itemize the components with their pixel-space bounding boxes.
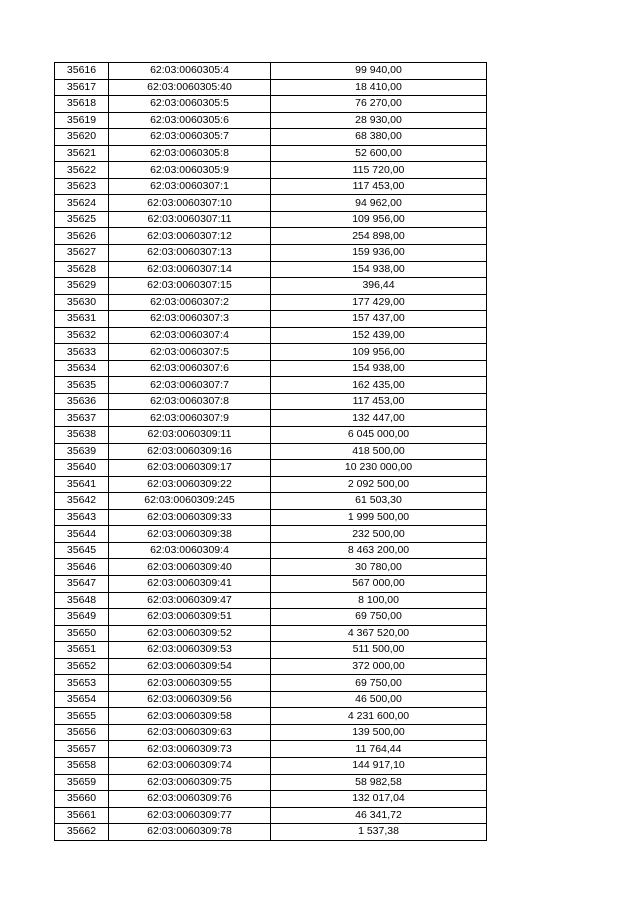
cadastral-number-cell: 62:03:0060305:5 [109,96,271,113]
cadastral-number-cell: 62:03:0060309:22 [109,476,271,493]
table-body [55,63,487,841]
value-cell: 11 764,44 [271,741,487,758]
cadastral-number-cell: 62:03:0060309:40 [109,559,271,576]
table-row [55,228,487,245]
cadastral-number-cell: 62:03:0060307:4 [109,327,271,344]
value-cell: 372 000,00 [271,658,487,675]
cadastral-number-cell: 62:03:0060307:14 [109,261,271,278]
cadastral-number-cell: 62:03:0060309:73 [109,741,271,758]
row-number-cell: 35628 [55,261,109,278]
row-number-cell: 35626 [55,228,109,245]
value-cell: 2 092 500,00 [271,476,487,493]
row-number-cell: 35624 [55,195,109,212]
value-cell: 46 500,00 [271,691,487,708]
cadastral-number-cell: 62:03:0060309:76 [109,791,271,808]
value-cell: 4 367 520,00 [271,625,487,642]
table-row [55,344,487,361]
cadastral-number-cell: 62:03:0060309:75 [109,774,271,791]
value-cell: 117 453,00 [271,178,487,195]
cadastral-number-cell: 62:03:0060307:9 [109,410,271,427]
value-cell: 8 100,00 [271,592,487,609]
table-row [55,195,487,212]
row-number-cell: 35658 [55,757,109,774]
table-row [55,327,487,344]
cadastral-number-cell: 62:03:0060309:51 [109,609,271,626]
row-number-cell: 35661 [55,807,109,824]
cadastral-number-cell: 62:03:0060307:12 [109,228,271,245]
cadastral-number-cell: 62:03:0060307:5 [109,344,271,361]
table-row [55,791,487,808]
row-number-cell: 35630 [55,294,109,311]
value-cell: 58 982,58 [271,774,487,791]
cadastral-number-cell: 62:03:0060309:78 [109,824,271,841]
value-cell: 159 936,00 [271,245,487,262]
table-row [55,774,487,791]
row-number-cell: 35647 [55,575,109,592]
row-number-cell: 35619 [55,112,109,129]
value-cell: 254 898,00 [271,228,487,245]
table-row [55,245,487,262]
table-row [55,145,487,162]
table-row [55,278,487,295]
row-number-cell: 35618 [55,96,109,113]
table-row [55,509,487,526]
value-cell: 154 938,00 [271,261,487,278]
table-row [55,129,487,146]
value-cell: 177 429,00 [271,294,487,311]
row-number-cell: 35655 [55,708,109,725]
table-row [55,708,487,725]
cadastral-number-cell: 62:03:0060305:6 [109,112,271,129]
row-number-cell: 35642 [55,493,109,510]
cadastral-number-cell: 62:03:0060309:53 [109,642,271,659]
cadastral-number-cell: 62:03:0060307:1 [109,178,271,195]
table-row [55,691,487,708]
cadastral-number-cell: 62:03:0060307:8 [109,393,271,410]
table-row [55,96,487,113]
value-cell: 567 000,00 [271,575,487,592]
value-cell: 99 940,00 [271,63,487,80]
value-cell: 61 503,30 [271,493,487,510]
cadastral-number-cell: 62:03:0060309:4 [109,542,271,559]
row-number-cell: 35648 [55,592,109,609]
cadastral-number-cell: 62:03:0060307:6 [109,360,271,377]
table-row [55,410,487,427]
value-cell: 139 500,00 [271,724,487,741]
table-row [55,443,487,460]
cadastral-number-cell: 62:03:0060309:17 [109,460,271,477]
cadastral-number-cell: 62:03:0060309:63 [109,724,271,741]
cadastral-number-cell: 62:03:0060309:56 [109,691,271,708]
table-row [55,542,487,559]
row-number-cell: 35639 [55,443,109,460]
value-cell: 109 956,00 [271,344,487,361]
value-cell: 94 962,00 [271,195,487,212]
cadastral-number-cell: 62:03:0060305:7 [109,129,271,146]
table-row [55,393,487,410]
value-cell: 232 500,00 [271,526,487,543]
cadastral-number-cell: 62:03:0060305:9 [109,162,271,179]
cadastral-number-cell: 62:03:0060305:40 [109,79,271,96]
table-row [55,427,487,444]
table-row [55,360,487,377]
cadastral-number-cell: 62:03:0060309:11 [109,427,271,444]
cadastral-number-cell: 62:03:0060307:13 [109,245,271,262]
row-number-cell: 35629 [55,278,109,295]
row-number-cell: 35622 [55,162,109,179]
table-row [55,311,487,328]
row-number-cell: 35650 [55,625,109,642]
row-number-cell: 35625 [55,211,109,228]
value-cell: 109 956,00 [271,211,487,228]
row-number-cell: 35646 [55,559,109,576]
row-number-cell: 35617 [55,79,109,96]
value-cell: 144 917,10 [271,757,487,774]
table-row [55,63,487,80]
cadastral-number-cell: 62:03:0060309:55 [109,675,271,692]
table-row [55,658,487,675]
row-number-cell: 35635 [55,377,109,394]
row-number-cell: 35631 [55,311,109,328]
row-number-cell: 35634 [55,360,109,377]
row-number-cell: 35659 [55,774,109,791]
row-number-cell: 35657 [55,741,109,758]
row-number-cell: 35633 [55,344,109,361]
cadastral-number-cell: 62:03:0060309:54 [109,658,271,675]
table-row [55,377,487,394]
row-number-cell: 35616 [55,63,109,80]
cadastral-number-cell: 62:03:0060305:4 [109,63,271,80]
value-cell: 52 600,00 [271,145,487,162]
table-row [55,211,487,228]
table-row [55,178,487,195]
row-number-cell: 35656 [55,724,109,741]
row-number-cell: 35621 [55,145,109,162]
value-cell: 4 231 600,00 [271,708,487,725]
cadastral-number-cell: 62:03:0060309:74 [109,757,271,774]
value-cell: 154 938,00 [271,360,487,377]
table-row [55,162,487,179]
value-cell: 152 439,00 [271,327,487,344]
table-row [55,559,487,576]
row-number-cell: 35653 [55,675,109,692]
table-row [55,526,487,543]
table-row [55,261,487,278]
value-cell: 1 537,38 [271,824,487,841]
row-number-cell: 35660 [55,791,109,808]
cadastral-number-cell: 62:03:0060309:58 [109,708,271,725]
cadastral-number-cell: 62:03:0060307:3 [109,311,271,328]
value-cell: 396,44 [271,278,487,295]
table-row [55,575,487,592]
value-cell: 157 437,00 [271,311,487,328]
value-cell: 1 999 500,00 [271,509,487,526]
cadastral-number-cell: 62:03:0060309:41 [109,575,271,592]
cadastral-number-cell: 62:03:0060309:47 [109,592,271,609]
table-row [55,724,487,741]
table-row [55,609,487,626]
value-cell: 117 453,00 [271,393,487,410]
row-number-cell: 35620 [55,129,109,146]
table-row [55,79,487,96]
row-number-cell: 35662 [55,824,109,841]
row-number-cell: 35645 [55,542,109,559]
value-cell: 18 410,00 [271,79,487,96]
cadastral-number-cell: 62:03:0060309:33 [109,509,271,526]
table-row [55,757,487,774]
table-row [55,675,487,692]
table-row [55,294,487,311]
row-number-cell: 35651 [55,642,109,659]
cadastral-number-cell: 62:03:0060307:2 [109,294,271,311]
row-number-cell: 35649 [55,609,109,626]
value-cell: 10 230 000,00 [271,460,487,477]
table-row [55,493,487,510]
table-row [55,476,487,493]
row-number-cell: 35632 [55,327,109,344]
value-cell: 132 447,00 [271,410,487,427]
table-row [55,112,487,129]
table-row [55,807,487,824]
table-row [55,824,487,841]
cadastral-number-cell: 62:03:0060309:52 [109,625,271,642]
row-number-cell: 35637 [55,410,109,427]
row-number-cell: 35640 [55,460,109,477]
value-cell: 132 017,04 [271,791,487,808]
value-cell: 8 463 200,00 [271,542,487,559]
row-number-cell: 35652 [55,658,109,675]
row-number-cell: 35654 [55,691,109,708]
value-cell: 115 720,00 [271,162,487,179]
value-cell: 69 750,00 [271,609,487,626]
cadastral-number-cell: 62:03:0060307:7 [109,377,271,394]
table-row [55,741,487,758]
cadastral-number-cell: 62:03:0060309:38 [109,526,271,543]
value-cell: 46 341,72 [271,807,487,824]
value-cell: 68 380,00 [271,129,487,146]
table-row [55,592,487,609]
data-table [54,62,487,841]
row-number-cell: 35644 [55,526,109,543]
table-row [55,625,487,642]
cadastral-number-cell: 62:03:0060307:10 [109,195,271,212]
value-cell: 69 750,00 [271,675,487,692]
row-number-cell: 35643 [55,509,109,526]
value-cell: 28 930,00 [271,112,487,129]
cadastral-number-cell: 62:03:0060305:8 [109,145,271,162]
row-number-cell: 35636 [55,393,109,410]
value-cell: 418 500,00 [271,443,487,460]
value-cell: 6 045 000,00 [271,427,487,444]
row-number-cell: 35638 [55,427,109,444]
cadastral-number-cell: 62:03:0060309:77 [109,807,271,824]
cadastral-number-cell: 62:03:0060309:245 [109,493,271,510]
row-number-cell: 35627 [55,245,109,262]
value-cell: 76 270,00 [271,96,487,113]
cadastral-number-cell: 62:03:0060307:15 [109,278,271,295]
value-cell: 162 435,00 [271,377,487,394]
cadastral-number-cell: 62:03:0060309:16 [109,443,271,460]
cadastral-number-cell: 62:03:0060307:11 [109,211,271,228]
row-number-cell: 35623 [55,178,109,195]
value-cell: 30 780,00 [271,559,487,576]
table-row [55,460,487,477]
table-row [55,642,487,659]
row-number-cell: 35641 [55,476,109,493]
value-cell: 511 500,00 [271,642,487,659]
